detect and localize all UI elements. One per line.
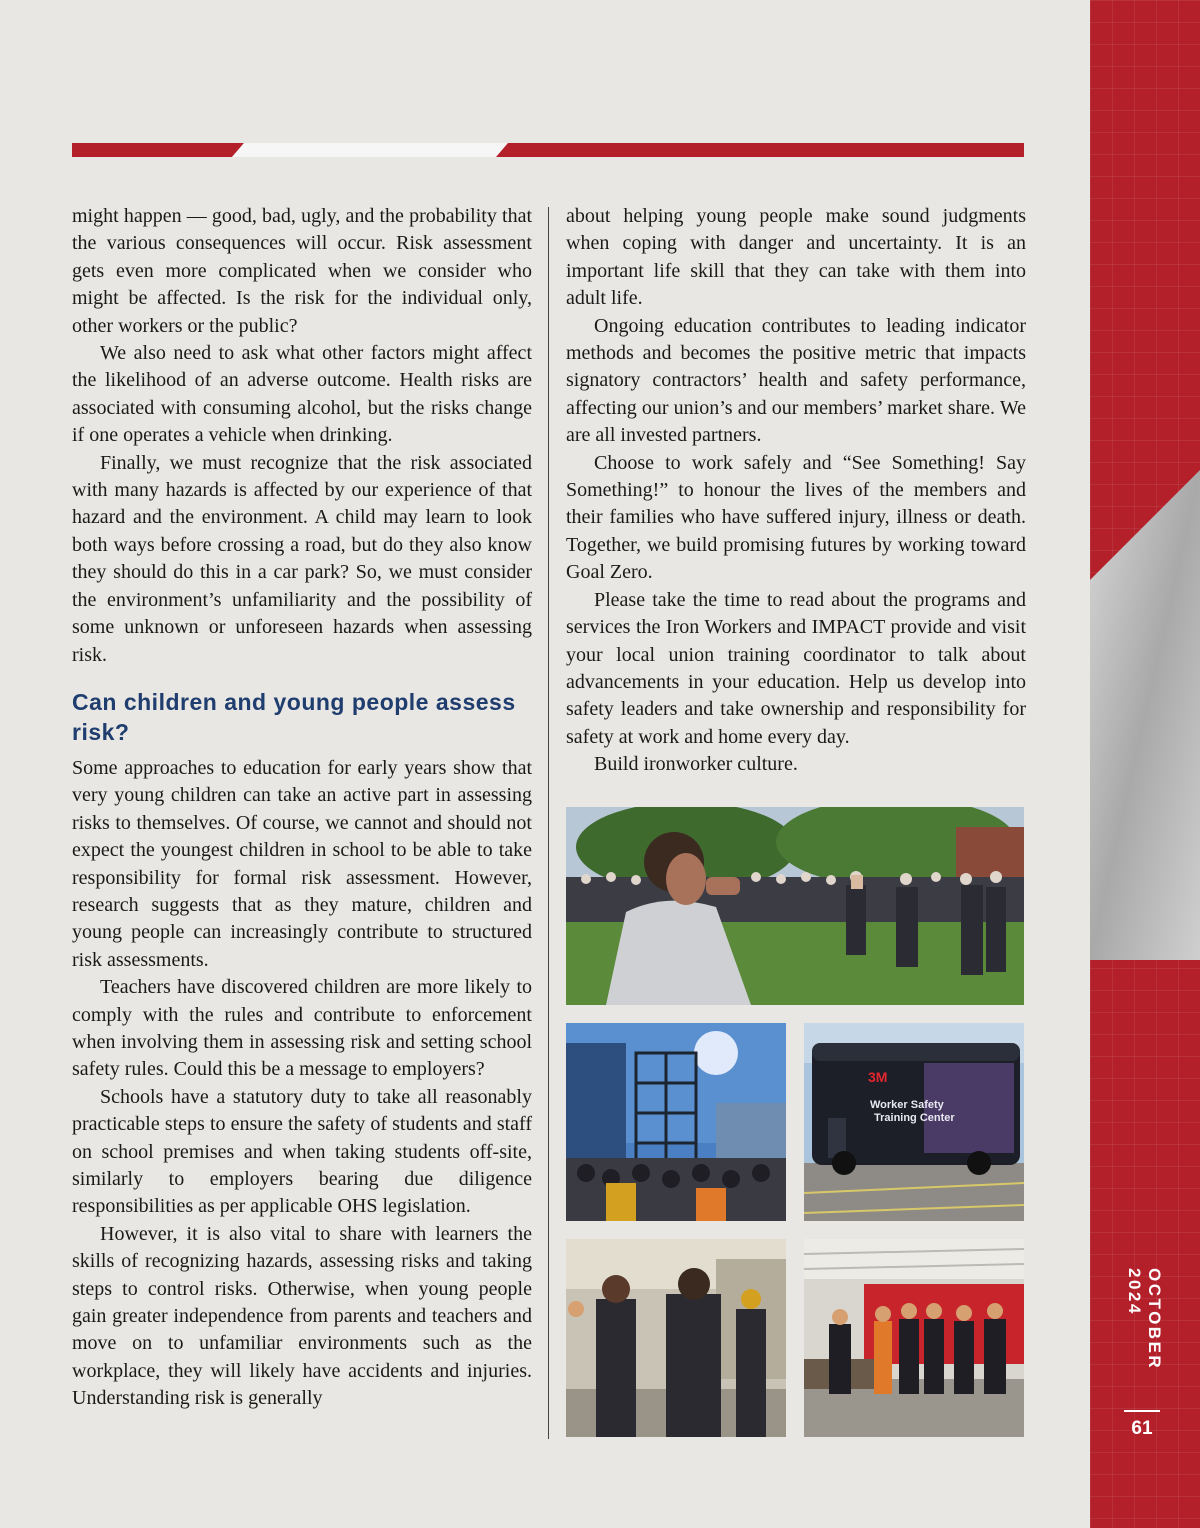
- issue-date: OCTOBER 2024: [1125, 1268, 1164, 1371]
- bus-line2: Training Center: [874, 1112, 955, 1124]
- photo-group-red-booths: [804, 1239, 1024, 1437]
- section-subheading: Can children and young people assess risk?: [72, 688, 516, 745]
- body-paragraph: might happen — good, bad, ugly, and the probability that the various consequences will occur. Risk assessment gets even more complicated when we consider who might be affected. Is the risk for the individual only, other workers or the public?: [72, 205, 532, 337]
- body-paragraph: Some approaches to education for early years show that very young children can take an active part in assessing risks to themselves. Of course, we cannot and should not expect the youngest children in school to be able to take responsibility for formal risk assessment. However, research suggests that as they mature, children and young people can increasingly contribute to structured risk assessments.: [72, 756, 532, 971]
- bus-brand-logo: 3M: [868, 1069, 888, 1085]
- left-column: [72, 203, 532, 1413]
- sidebar-rule: [1124, 1410, 1160, 1412]
- body-paragraph: Build ironworker culture.: [594, 753, 798, 776]
- body-paragraph: Ongoing education contributes to leading indicator methods and becomes the positive metric that impacts signatory contractors’ health and safety performance, affecting our union’s and our members’ market share. We are all invested partners.: [566, 314, 1026, 447]
- bus-line1: Worker Safety: [870, 1099, 944, 1111]
- body-paragraph: Please take the time to read about the programs and services the Iron Workers and IMPACT provide and visit your local union training coordinator to talk about advancements in your education. Help us develop into safety leaders and take ownership and responsibility for safety at work and home every day.: [566, 588, 1026, 748]
- column-divider: [548, 207, 549, 1439]
- body-paragraph: Choose to work safely and “See Something! Say Something!” to honour the lives of the members and their families who have suffered injury, illness or death. Together, we build promising futures by working toward Goal Zero.: [566, 451, 1026, 584]
- photo-outdoor-gathering: [566, 807, 1024, 1005]
- photo-steel-structure: [566, 1023, 786, 1221]
- right-column: [566, 203, 1026, 779]
- body-paragraph: Teachers have discovered children are more likely to comply with the rules and contribute to enforcement when involving them in assessing risk and setting school safety rules. Could this be a message to employers?: [72, 976, 532, 1081]
- body-paragraph: However, it is also vital to share with learners the skills of recognizing hazards, assessing risks and taking steps to control risks. Otherwise, when young people gain greater independence from parents and teachers and move on to unfamiliar environments such as the workplace, they will likely have accidents and injuries. Understanding risk is generally: [72, 1222, 532, 1410]
- top-decorative-band: [72, 143, 1024, 157]
- body-paragraph: about helping young people make sound judgments when coping with danger and uncertainty. It is an important life skill that they can take with them into adult life.: [566, 205, 1026, 310]
- photo-training-shop-group: [566, 1239, 786, 1437]
- body-paragraph: Schools have a statutory duty to take all reasonably practicable steps to ensure the safety of students and staff on school premises and when taking students off-site, similarly to employers bearing due diligence responsibilities as per applicable OHS legislation.: [72, 1085, 532, 1218]
- page-number: 61: [1131, 1418, 1153, 1439]
- photo-safety-training-bus: [804, 1023, 1024, 1221]
- body-paragraph: We also need to ask what other factors might affect the likelihood of an adverse outcome. Health risks are associated with consuming alcohol, but the risks change if one operates a vehicle when drinking.: [72, 342, 532, 447]
- body-paragraph: Finally, we must recognize that the risk associated with many hazards is affected by our experience of that hazard and the environment. A child may learn to look both ways before crossing a road, but do they also know they should do this in a car park? So, we must consider the environment’s unfamiliarity and the possibility of some unknown or unforeseen hazards when assessing risk.: [72, 451, 532, 666]
